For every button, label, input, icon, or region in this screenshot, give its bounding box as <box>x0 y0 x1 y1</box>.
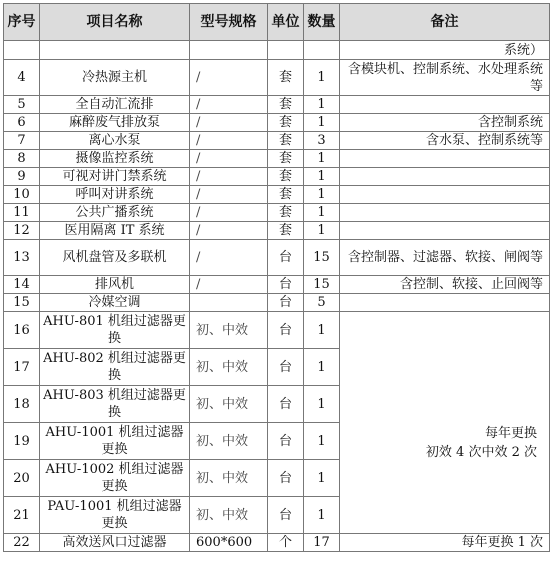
table-row <box>4 276 550 294</box>
cell-qty: 1 <box>304 150 340 168</box>
cell-name: 可视对讲门禁系统 <box>40 168 190 186</box>
table-row <box>4 114 550 132</box>
cell-spec: 初、中效 <box>190 349 268 386</box>
cell-name: AHU-803 机组过滤器更换 <box>40 386 190 423</box>
cell-unit: 台 <box>268 386 304 423</box>
cell-no: 13 <box>4 240 40 276</box>
cell-no: 19 <box>4 423 40 460</box>
cell-note: 含控制、软接、止回阀等 <box>340 276 550 294</box>
cell-name: AHU-1001 机组过滤器更换 <box>40 423 190 460</box>
cell-no: 4 <box>4 60 40 96</box>
cell-no: 16 <box>4 312 40 349</box>
cell-no: 20 <box>4 460 40 497</box>
header-spec: 型号规格 <box>190 4 268 41</box>
equipment-table <box>3 3 550 552</box>
cell-spec: 初、中效 <box>190 497 268 534</box>
cell-qty: 1 <box>304 497 340 534</box>
cell-note <box>340 204 550 222</box>
cell-spec: 初、中效 <box>190 312 268 349</box>
cell-name: AHU-802 机组过滤器更换 <box>40 349 190 386</box>
cell-name: 呼叫对讲系统 <box>40 186 190 204</box>
cell-unit: 套 <box>268 186 304 204</box>
cell-no: 7 <box>4 132 40 150</box>
cell-unit: 套 <box>268 150 304 168</box>
cell-no: 9 <box>4 168 40 186</box>
merged-note-cell <box>340 312 550 534</box>
cell-spec: / <box>190 168 268 186</box>
cell-unit: 套 <box>268 132 304 150</box>
cell-qty: 1 <box>304 423 340 460</box>
cell-spec: / <box>190 150 268 168</box>
cell-unit: 套 <box>268 114 304 132</box>
cell-note: 每年更换 1 次 <box>340 534 550 552</box>
cell-qty: 1 <box>304 312 340 349</box>
cell-qty: 1 <box>304 186 340 204</box>
cell-unit: 套 <box>268 96 304 114</box>
table-row <box>4 96 550 114</box>
cell-name: 全自动汇流排 <box>40 96 190 114</box>
cell-name: 高效送风口过滤器 <box>40 534 190 552</box>
cell-qty: 15 <box>304 240 340 276</box>
cell-qty: 15 <box>304 276 340 294</box>
cell-no <box>4 41 40 60</box>
table-row <box>4 204 550 222</box>
cell-spec: / <box>190 114 268 132</box>
cell-unit: 台 <box>268 240 304 276</box>
cell-qty: 3 <box>304 132 340 150</box>
cell-spec: / <box>190 240 268 276</box>
cell-name: 摄像监控系统 <box>40 150 190 168</box>
cell-no: 11 <box>4 204 40 222</box>
cell-spec: / <box>190 276 268 294</box>
cell-note <box>340 294 550 312</box>
table-row <box>4 60 550 96</box>
cell-note: 含水泵、控制系统等 <box>340 132 550 150</box>
header-no: 序号 <box>4 4 40 41</box>
table-row <box>4 186 550 204</box>
cell-qty: 17 <box>304 534 340 552</box>
cell-no: 12 <box>4 222 40 240</box>
cell-spec: 初、中效 <box>190 386 268 423</box>
cell-unit: 个 <box>268 534 304 552</box>
cell-spec <box>190 294 268 312</box>
merged-note-line1: 每年更换 <box>484 425 537 441</box>
cell-qty: 1 <box>304 386 340 423</box>
cell-note <box>340 186 550 204</box>
header-name: 项目名称 <box>40 4 190 41</box>
cell-name: 麻醉废气排放泵 <box>40 114 190 132</box>
cell-qty: 1 <box>304 168 340 186</box>
header-unit: 单位 <box>268 4 304 41</box>
cell-name: 医用隔离 IT 系统 <box>40 222 190 240</box>
cell-spec: 初、中效 <box>190 460 268 497</box>
cell-unit: 台 <box>268 276 304 294</box>
cell-no: 5 <box>4 96 40 114</box>
cell-no: 10 <box>4 186 40 204</box>
cell-no: 18 <box>4 386 40 423</box>
cell-unit: 套 <box>268 168 304 186</box>
table-row <box>4 240 550 276</box>
cell-note: 含模块机、控制系统、水处理系统等 <box>340 60 550 96</box>
table-row <box>4 132 550 150</box>
cell-name: 风机盘管及多联机 <box>40 240 190 276</box>
cell-spec: / <box>190 96 268 114</box>
cell-no: 21 <box>4 497 40 534</box>
table-row <box>4 312 550 349</box>
cell-spec: / <box>190 222 268 240</box>
table-row <box>4 534 550 552</box>
table-header <box>4 4 550 41</box>
cell-spec: 600*600 <box>190 534 268 552</box>
cell-name: 离心水泵 <box>40 132 190 150</box>
cell-unit: 台 <box>268 312 304 349</box>
cell-spec <box>190 41 268 60</box>
cell-name: 排风机 <box>40 276 190 294</box>
cell-qty: 1 <box>304 96 340 114</box>
table-row-continued <box>4 41 550 60</box>
merged-note-line2: 初效 4 次中效 2 次 <box>425 444 537 460</box>
cell-spec: / <box>190 132 268 150</box>
cell-note: 含控制系统 <box>340 114 550 132</box>
cell-unit: 套 <box>268 60 304 96</box>
cell-spec: / <box>190 186 268 204</box>
cell-name: 冷热源主机 <box>40 60 190 96</box>
cell-note: 含控制器、过滤器、软接、闸阀等 <box>340 240 550 276</box>
cell-no: 17 <box>4 349 40 386</box>
cell-no: 15 <box>4 294 40 312</box>
cell-spec: / <box>190 60 268 96</box>
cell-unit: 套 <box>268 204 304 222</box>
table-row <box>4 222 550 240</box>
cell-name <box>40 41 190 60</box>
cell-unit: 台 <box>268 294 304 312</box>
cell-note <box>340 96 550 114</box>
cell-note <box>340 150 550 168</box>
cell-no: 8 <box>4 150 40 168</box>
cell-unit <box>268 41 304 60</box>
cell-qty <box>304 41 340 60</box>
header-note: 备注 <box>340 4 550 41</box>
cell-qty: 1 <box>304 460 340 497</box>
cell-qty: 1 <box>304 349 340 386</box>
cell-spec: 初、中效 <box>190 423 268 460</box>
cell-qty: 1 <box>304 114 340 132</box>
cell-qty: 1 <box>304 222 340 240</box>
cell-unit: 台 <box>268 423 304 460</box>
cell-no: 22 <box>4 534 40 552</box>
cell-qty: 5 <box>304 294 340 312</box>
table-row <box>4 294 550 312</box>
cell-note <box>340 168 550 186</box>
cell-note <box>340 222 550 240</box>
cell-name: AHU-1002 机组过滤器更换 <box>40 460 190 497</box>
cell-name: AHU-801 机组过滤器更换 <box>40 312 190 349</box>
cell-note: 系统） <box>340 41 550 60</box>
cell-qty: 1 <box>304 60 340 96</box>
cell-spec: / <box>190 204 268 222</box>
cell-qty: 1 <box>304 204 340 222</box>
table-row <box>4 168 550 186</box>
cell-unit: 台 <box>268 460 304 497</box>
cell-unit: 台 <box>268 497 304 534</box>
cell-no: 6 <box>4 114 40 132</box>
table-row <box>4 150 550 168</box>
cell-unit: 套 <box>268 222 304 240</box>
cell-name: 冷媒空调 <box>40 294 190 312</box>
cell-name: PAU-1001 机组过滤器更换 <box>40 497 190 534</box>
cell-name: 公共广播系统 <box>40 204 190 222</box>
cell-no: 14 <box>4 276 40 294</box>
header-qty: 数量 <box>304 4 340 41</box>
cell-unit: 台 <box>268 349 304 386</box>
